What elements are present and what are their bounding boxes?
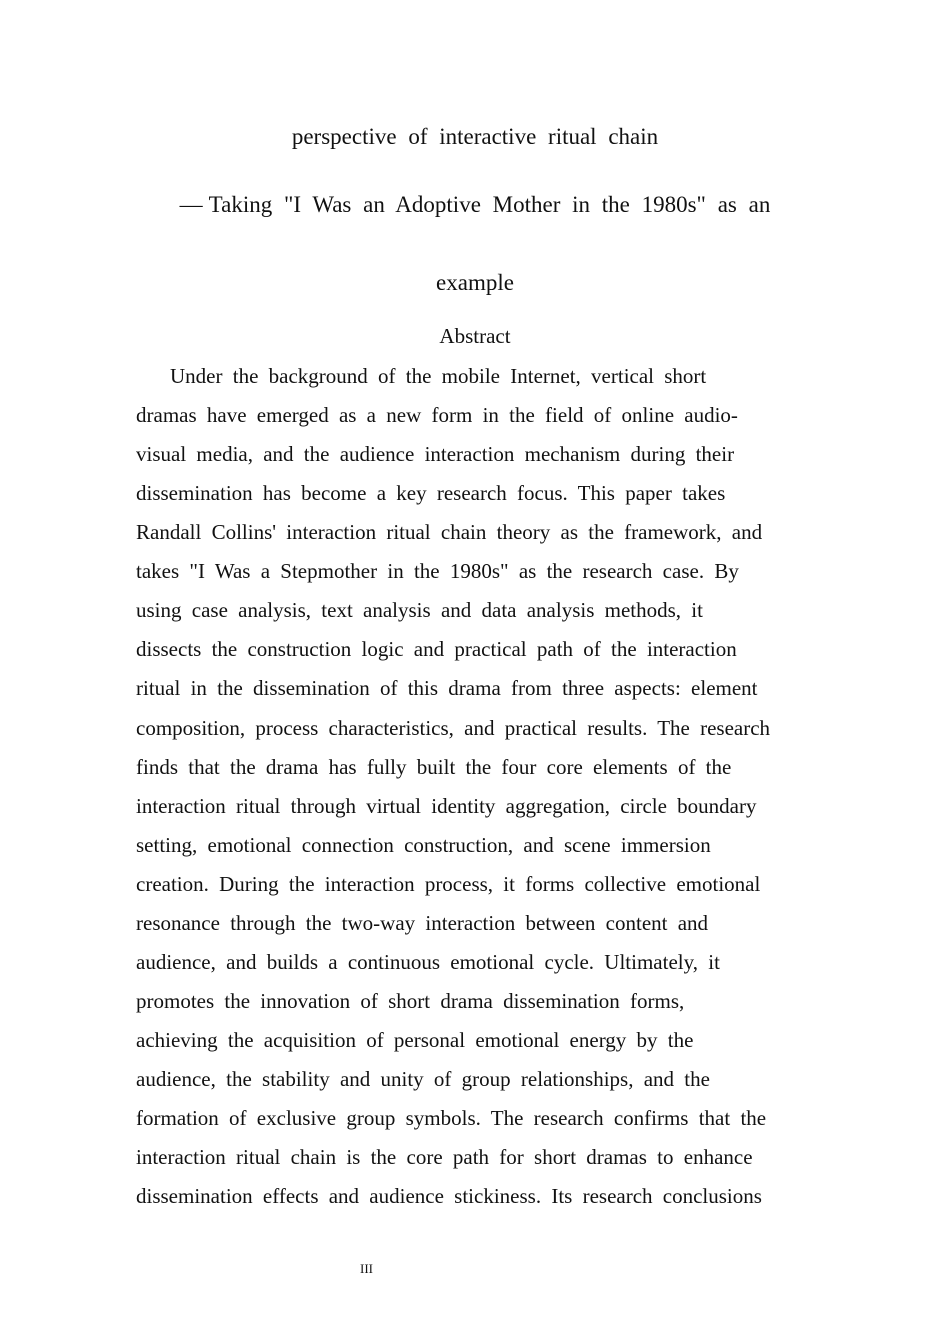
abstract-line: dissects the construction logic and practical path of the interaction (136, 637, 737, 661)
subtitle-text: Taking "I Was an Adoptive Mother in the 1980s" as an (208, 192, 771, 217)
abstract-line: audience, the stability and unity of group relationships, and the (136, 1067, 710, 1091)
abstract-line: achieving the acquisition of personal emotional energy by the (136, 1028, 694, 1052)
abstract-heading: Abstract (439, 324, 511, 348)
abstract-line: finds that the drama has fully built the four core elements of the (136, 755, 732, 779)
abstract-line: ritual in the dissemination of this drama from three aspects: element (136, 676, 758, 700)
abstract-line: creation. During the interaction process, it forms collective emotional (136, 872, 761, 896)
abstract-line: Under the background of the mobile Internet, vertical short (170, 364, 707, 388)
title-line-3: example (436, 270, 514, 295)
title-line-2 (0, 192, 950, 218)
abstract-line: visual media, and the audience interaction mechanism during their (136, 442, 735, 466)
abstract-line: using case analysis, text analysis and data analysis methods, it (136, 598, 703, 622)
abstract-line: promotes the innovation of short drama dissemination forms, (136, 989, 685, 1013)
abstract-line: audience, and builds a continuous emotional cycle. Ultimately, it (136, 950, 720, 974)
title-line-1: perspective of interactive ritual chain (291, 124, 659, 149)
abstract-line: dissemination has become a key research focus. This paper takes (136, 481, 726, 505)
abstract-line: dissemination effects and audience stickiness. Its research conclusions (136, 1184, 762, 1208)
abstract-line: Randall Collins' interaction ritual chain theory as the framework, and (136, 520, 763, 544)
abstract-line: formation of exclusive group symbols. The research confirms that the (136, 1106, 767, 1130)
abstract-line: composition, process characteristics, and practical results. The research (136, 716, 771, 740)
abstract-line: takes "I Was a Stepmother in the 1980s" as the research case. By (136, 559, 739, 583)
page-number: III (360, 1261, 373, 1276)
em-dash: — (179, 192, 203, 217)
abstract-line: setting, emotional connection construction, and scene immersion (136, 833, 711, 857)
abstract-line: dramas have emerged as a new form in the field of online audio- (136, 403, 738, 427)
abstract-line: interaction ritual chain is the core path for short dramas to enhance (136, 1145, 753, 1169)
abstract-line: resonance through the two-way interaction between content and (136, 911, 709, 935)
abstract-line: interaction ritual through virtual identity aggregation, circle boundary (136, 794, 757, 818)
